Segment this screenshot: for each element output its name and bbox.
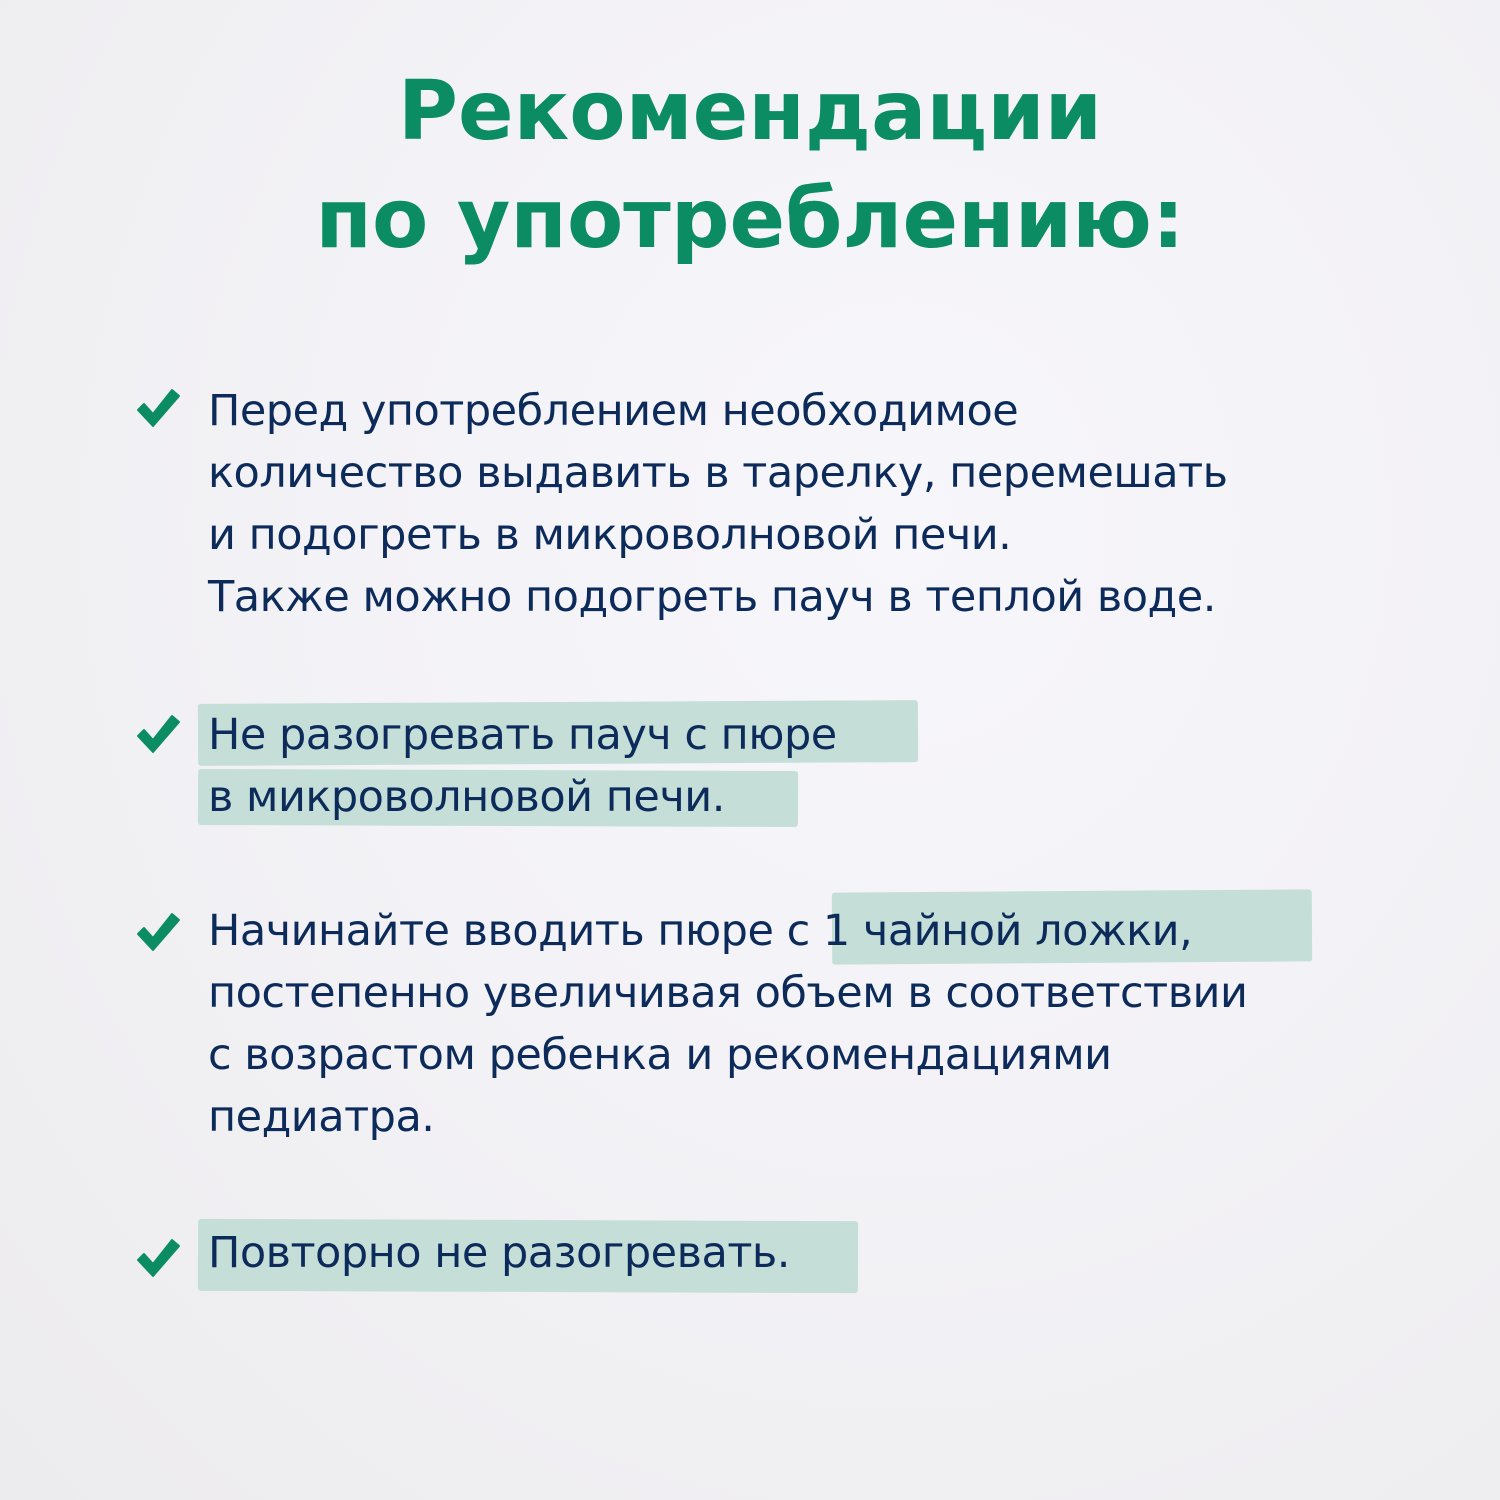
text-line: с возрастом ребенка и рекомендациями [208,1030,1112,1080]
text-line: количество выдавить в тарелку, перемешать [208,448,1228,498]
recommendation-text [208,900,1247,1148]
text-line: и подогреть в микроволновой печи. [208,510,1012,560]
text-line: Также можно подогреть пауч в теплой воде. [208,572,1216,622]
text-line: педиатра. [208,1092,435,1142]
page-title [0,58,1500,274]
text-line: Не разогревать пауч с пюре [208,710,837,760]
checkmark-icon [134,1236,182,1280]
highlighted-text: с 1 чайной ложки, [786,906,1193,956]
checkmark-icon [134,910,182,954]
title-line-2: по употреблению: [315,172,1185,267]
checkmark-icon [134,712,182,756]
recommendation-text [208,704,837,828]
recommendation-text [208,1222,790,1284]
text-line: Повторно не разогревать. [208,1228,790,1278]
text-line: постепенно увеличивая объем в соответствии [208,968,1248,1018]
checkmark-icon [134,386,182,430]
title-line-1: Рекомендации [397,64,1103,159]
text-line: Перед употреблением необходимое [208,386,1019,436]
text-line: в микроволновой печи. [208,772,725,822]
text-line: Начинайте вводить пюре [208,906,787,956]
recommendation-text [208,380,1228,628]
